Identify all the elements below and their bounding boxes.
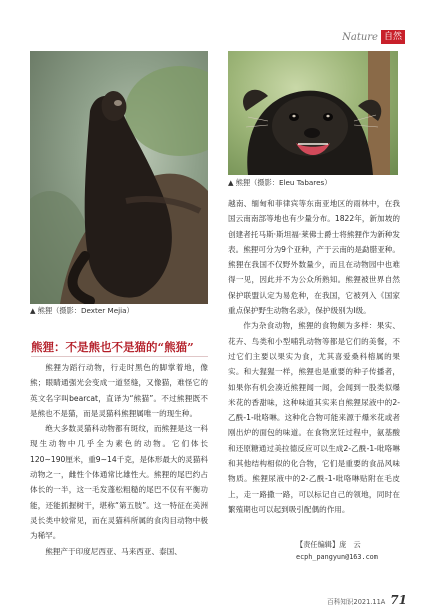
article-column-right [228,196,400,517]
binturong-climbing-illustration [30,51,208,304]
section-tag [342,30,405,44]
paragraph: 熊狸产于印度尼西亚、马来西亚、泰国、 [45,546,182,556]
binturong-photo-left [30,51,208,304]
paragraph: 越南、缅甸和菲律宾等东南亚地区的雨林中，在我国云南南部等地也有少量分布。1822年，新加坡的创建者托马斯·斯坦福·莱佛士爵士将熊狸作为新种发表。熊狸可分为9个亚种，产于云南的是勐腊亚种。熊狸在我国不仅野外数量少，而且在动物园中也难得一见，因此并不为公众所熟知。熊狸被世界自然保护联盟认定为易危种，在我国，它被列入《国家重点保护野生动物名录》，保护级别为Ⅰ级。 [228,199,400,316]
binturong-photo-right [228,51,398,175]
binturong-face-illustration [228,51,398,175]
editor-credit: 【责任编辑】庞 云 [296,540,361,549]
article-column-left [30,360,208,559]
paragraph: 绝大多数灵猫科动物都有斑纹，而熊狸是这一科现生动物中几乎全为素色的动物。它们体长120~190厘米，重9~14千克，是体形最大的灵猫科动物之一，雌性个体通常比雄性大。熊狸的尾巴约占体长的一半，这一毛发蓬松粗糙的尾巴不仅有平衡功能，还能抓握树干，堪称“第五肢”。这一特征在美洲灵长类中较常见，而在灵猫科所属的食肉目动物中极为稀罕。 [30,424,208,541]
photo-caption-left: ▲ 熊狸（摄影：Dexter Mejia） [30,306,134,315]
editor-email: ecph_pangyun@163.com [296,553,378,561]
title-divider [31,356,208,357]
photo-caption-right: ▲ 熊狸（摄影：Eleu Tabares） [228,178,332,187]
page-footer [327,593,407,607]
page-number: 71 [390,593,407,607]
magazine-issue: 百科知识2021.11A [327,598,386,606]
article-title: 熊狸：不是熊也不是猫的“熊猫” [31,340,194,354]
section-tag-cn: 自然 [381,30,405,44]
section-tag-en: Nature [342,31,378,43]
paragraph: 作为杂食动物，熊狸的食物颇为多样：果实、花卉、鸟类和小型哺乳动物等都是它们的美餐，不过它们主要以果实为食，尤其喜爱桑科榕属的果实。和大猩猩一样，熊狸也是重要的种子传播者，如果你有机会凑近熊狸闻一闻，会闻到一股类似爆米花的香甜味，这种味道其实来自熊狸尿液中的2-乙酰-1-吡咯啉。这种化合物可能来源于爆米花或者刚出炉的面包的味道。在食物烹饪过程中，氨基酸和还原糖通过美拉德反应可以生成2-乙酰-1-吡咯啉和其他结构相似的化合物，它们是重要的食品风味物质。熊狸尿液中的2-乙酰-1-吡咯啉贴附在毛皮上，走一路撒一路，可以标记自己的领地，同时在繁殖期也可以起到吸引配偶的作用。 [228,321,400,514]
paragraph: 熊狸为蹈行动物，行走时黑色的脚掌着地，像熊；眼睛通强光会变成一道竖缝，又像猫，难怪它的英文名字叫bearcat，直译为“熊猫”。不过熊狸既不是熊也不是猫，而是灵猫科熊狸属唯一的现生种。 [30,363,208,418]
